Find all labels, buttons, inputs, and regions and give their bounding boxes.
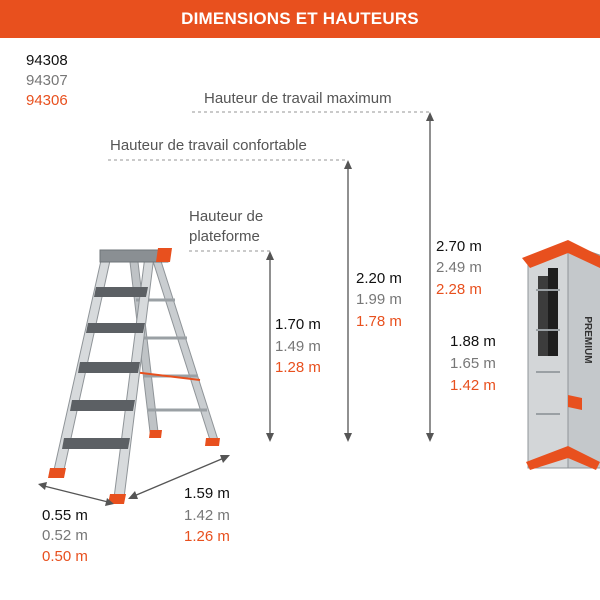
ladder-brand-text: PREMIUM (582, 316, 593, 364)
max-work-arrow (426, 112, 434, 442)
max-work-value-2: 2.49 m (436, 259, 482, 276)
label-platform-line1: Hauteur de (189, 208, 264, 225)
label-comfort-work-height: Hauteur de travail confortable (110, 137, 307, 154)
label-max-work-height: Hauteur de travail maximum (204, 90, 392, 107)
depth-value-3: 1.26 m (184, 528, 230, 545)
header-title: DIMENSIONS ET HAUTEURS (181, 9, 419, 28)
max-work-value-1: 2.70 m (436, 238, 482, 255)
comfort-work-arrow (344, 160, 352, 442)
folded-height-value-1: 1.88 m (450, 333, 496, 350)
platform-value-1: 1.70 m (275, 316, 321, 333)
platform-arrow (266, 251, 274, 442)
depth-value-1: 1.59 m (184, 485, 230, 502)
comfort-work-value-3: 1.78 m (356, 313, 402, 330)
label-platform-line2: plateforme (189, 228, 260, 245)
folded-height-value-2: 1.65 m (450, 355, 496, 372)
folded-ladder (522, 240, 600, 470)
model-ref-1: 94308 (26, 52, 68, 69)
platform-value-3: 1.28 m (275, 359, 321, 376)
model-ref-3: 94306 (26, 92, 68, 109)
step-ladder-open (48, 248, 220, 504)
depth-value-2: 1.42 m (184, 507, 230, 524)
platform-value-2: 1.49 m (275, 338, 321, 355)
width-value-1: 0.55 m (42, 507, 88, 524)
width-value-3: 0.50 m (42, 548, 88, 565)
comfort-work-value-2: 1.99 m (356, 291, 402, 308)
width-arrow (38, 482, 114, 506)
model-ref-2: 94307 (26, 72, 68, 89)
max-work-value-3: 2.28 m (436, 281, 482, 298)
width-value-2: 0.52 m (42, 527, 88, 544)
folded-height-value-3: 1.42 m (450, 377, 496, 394)
comfort-work-value-1: 2.20 m (356, 270, 402, 287)
